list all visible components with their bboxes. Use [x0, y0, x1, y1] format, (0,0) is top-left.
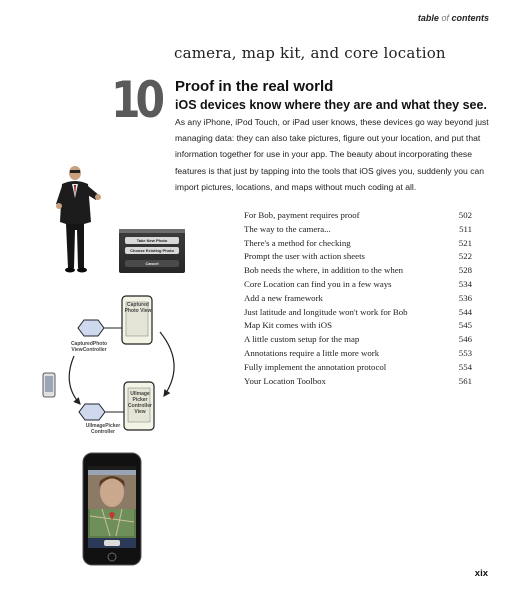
iphone-photo-screenshot	[82, 452, 144, 568]
chapter-name: camera, map kit, and core location	[174, 44, 446, 62]
toc-entry-title: Prompt the user with action sheets	[244, 251, 365, 262]
toc-entry-title: A little custom setup for the map	[244, 334, 360, 345]
toc-entry[interactable]	[244, 347, 472, 361]
toc-entry-page: 561	[458, 375, 472, 386]
toc-entry-title: Just latitude and longitude won't work for Bob	[244, 306, 408, 317]
view-controller-diagram	[40, 292, 190, 440]
toc-entry[interactable]	[244, 209, 472, 223]
toc-entry-page: 528	[458, 265, 472, 276]
chapter-number: 10	[111, 71, 160, 129]
toc-entry[interactable]	[244, 264, 472, 278]
toc-entry-title: Fully implement the annotation protocol	[244, 361, 387, 372]
picker-view-label: UIImage Picker Controller View	[128, 391, 152, 415]
toc-entry-page: 544	[458, 306, 472, 317]
toc-entry-title: Bob needs the where, in addition to the when	[244, 265, 404, 276]
toc-entry[interactable]	[244, 250, 472, 264]
toc-entry-title: Your Location Toolbox	[244, 375, 326, 386]
toc-entry-page: 534	[458, 278, 472, 289]
chapter-title: Proof in the real world	[175, 78, 334, 95]
toc-entry-page: 522	[458, 251, 472, 262]
chapter-intro: As any iPhone, iPod Touch, or iPad user knows, these devices go way beyond just managing data: they can also take pictures, figure out your location, and put that information together for use in your app. The beauty about incorporating these features is that just by tapping into the tools that iOS gives you, suddenly you can import pictures, locations, and maps without much coding at all.	[175, 117, 489, 192]
toc-entry[interactable]	[244, 306, 472, 320]
toc-list	[244, 209, 472, 388]
toc-entry-page: 554	[458, 361, 472, 372]
toc-entry-title: Add a new framework	[244, 292, 323, 303]
toc-entry[interactable]	[244, 278, 472, 292]
take-photo-button: Take New Photo	[125, 237, 179, 244]
toc-entry-title: Map Kit comes with iOS	[244, 320, 332, 331]
toc-entry-title: Core Location can find you in a few ways	[244, 278, 392, 289]
toc-entry-page: 546	[458, 334, 472, 345]
toc-entry-page: 502	[458, 210, 472, 220]
toc-entry-page: 521	[458, 237, 472, 248]
toc-entry[interactable]	[244, 292, 472, 306]
toc-entry[interactable]	[244, 223, 472, 237]
toc-entry[interactable]	[244, 237, 472, 251]
choose-photo-button: Choose Existing Photo	[125, 247, 179, 254]
captured-photo-controller-label: CapturedPhoto ViewController	[70, 341, 108, 353]
running-header: table of contents	[417, 13, 489, 23]
toc-entry-page: 545	[458, 320, 472, 331]
toc-entry-title: The way to the camera...	[244, 223, 331, 234]
toc-entry-page: 511	[459, 223, 472, 234]
bob-photo	[54, 164, 102, 276]
action-sheet-screenshot	[119, 229, 185, 273]
toc-entry-title: There's a method for checking	[244, 237, 351, 248]
toc-entry[interactable]	[244, 361, 472, 375]
toc-entry[interactable]	[244, 375, 472, 389]
toc-entry-page: 553	[458, 347, 472, 358]
chapter-subtitle: iOS devices know where they are and what they see.	[175, 98, 487, 112]
toc-entry[interactable]	[244, 333, 472, 347]
toc-entry-title: For Bob, payment requires proof	[244, 210, 360, 220]
picker-controller-label: UIImagePicker Controller	[85, 423, 121, 435]
cancel-button: Cancel	[125, 260, 179, 267]
page-number: xix	[474, 568, 488, 579]
toc-entry[interactable]	[244, 319, 472, 333]
captured-photo-view-label: Captured Photo View	[124, 302, 152, 314]
toc-entry-page: 536	[458, 292, 472, 303]
toc-entry-title: Annotations require a little more work	[244, 347, 380, 358]
